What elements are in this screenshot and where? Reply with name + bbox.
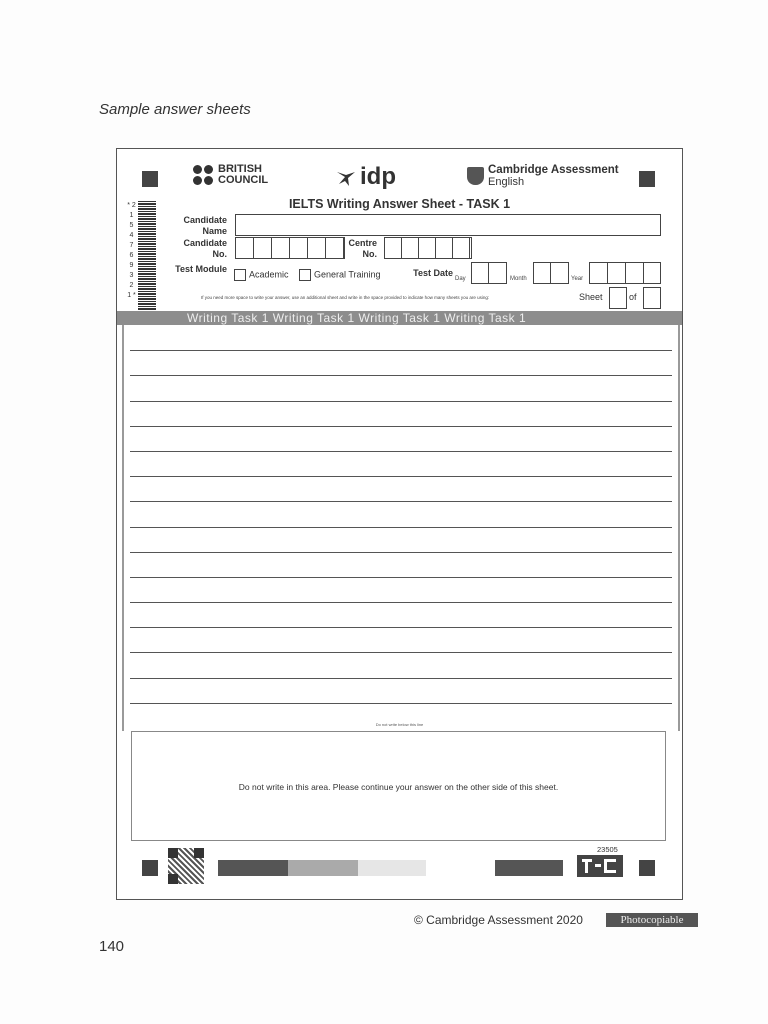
answer-sheet xyxy=(116,148,683,900)
logo-text: Cambridge Assessment xyxy=(488,164,619,176)
candidate-no-label: Candidate No. xyxy=(183,238,227,259)
day-label: Day xyxy=(455,276,466,282)
month-label: Month xyxy=(510,276,527,282)
more-space-note: If you need more space to write your answer, use an additional sheet and write in the space provided to indicate how many sheets you are using: xyxy=(201,295,490,300)
photocopiable-badge: Photocopiable xyxy=(606,913,698,927)
general-training-label: General Training xyxy=(314,269,381,280)
british-council-logo xyxy=(193,164,268,186)
writing-line xyxy=(130,678,672,679)
academic-checkbox[interactable] xyxy=(234,269,246,281)
registration-mark xyxy=(142,860,158,876)
sheet-total-field[interactable] xyxy=(643,287,661,309)
academic-option[interactable] xyxy=(234,269,289,281)
scan-bar xyxy=(218,860,288,876)
writing-line xyxy=(130,501,672,502)
british-council-dots-icon xyxy=(193,165,213,185)
writing-line xyxy=(130,577,672,578)
idp-bird-icon xyxy=(335,166,357,188)
cambridge-shield-icon xyxy=(467,167,484,185)
sheet-label: Sheet xyxy=(579,292,603,302)
academic-label: Academic xyxy=(249,269,289,280)
tc-logo-icon xyxy=(577,855,623,877)
writing-area[interactable] xyxy=(122,325,680,731)
general-training-option[interactable] xyxy=(299,269,381,281)
writing-line xyxy=(130,451,672,452)
sheet-title: IELTS Writing Answer Sheet - TASK 1 xyxy=(288,197,511,211)
copyright-text: © Cambridge Assessment 2020 xyxy=(414,913,583,927)
logo-text: BRITISH xyxy=(218,163,262,175)
page-header: Sample answer sheets xyxy=(99,101,251,118)
sheet-number-field[interactable] xyxy=(609,287,627,309)
scan-bar xyxy=(495,860,563,876)
writing-line xyxy=(130,527,672,528)
centre-no-field[interactable] xyxy=(384,237,472,259)
of-label: of xyxy=(629,292,637,302)
task-band-text: Writing Task 1 Writing Task 1 Writing Task 1 Writing Task 1 xyxy=(187,311,527,325)
page-number: 140 xyxy=(99,938,125,955)
year-label: Year xyxy=(571,276,584,282)
candidate-name-label: Candidate Name xyxy=(183,215,227,236)
barcode xyxy=(138,201,156,311)
barcode-digits: * 2 1 5 4 7 6 9 3 2 1 * xyxy=(127,202,136,299)
registration-mark xyxy=(639,171,655,187)
writing-line xyxy=(130,401,672,402)
writing-line xyxy=(130,375,672,376)
candidate-name-field[interactable] xyxy=(235,214,661,236)
idp-logo xyxy=(335,163,396,191)
writing-line xyxy=(130,627,672,628)
logo-text: English xyxy=(488,176,525,188)
logo-text: idp xyxy=(360,163,396,190)
do-not-write-line-note: Do not write below this line xyxy=(375,722,424,727)
scan-bar xyxy=(358,860,426,876)
scan-bar xyxy=(288,860,358,876)
registration-mark xyxy=(142,171,158,187)
writing-line xyxy=(130,652,672,653)
writing-line xyxy=(130,426,672,427)
candidate-no-field[interactable] xyxy=(235,237,345,259)
month-field[interactable] xyxy=(533,262,569,284)
writing-line xyxy=(130,703,672,704)
logo-text: COUNCIL xyxy=(218,174,269,186)
cambridge-logo xyxy=(467,164,619,188)
year-field[interactable] xyxy=(589,262,661,284)
test-date-label: Test Date xyxy=(413,268,453,278)
do-not-write-text: Do not write in this area. Please continue your answer on the other side of this sheet. xyxy=(238,782,559,792)
writing-line xyxy=(130,476,672,477)
general-training-checkbox[interactable] xyxy=(299,269,311,281)
qr-code xyxy=(168,848,204,884)
do-not-write-area xyxy=(131,731,666,841)
test-module-label: Test Module xyxy=(175,264,227,274)
day-field[interactable] xyxy=(471,262,507,284)
writing-line xyxy=(130,350,672,351)
writing-line xyxy=(130,602,672,603)
registration-mark xyxy=(639,860,655,876)
form-code: 23505 xyxy=(597,845,618,854)
writing-line xyxy=(130,552,672,553)
centre-no-label: Centre No. xyxy=(348,238,377,259)
